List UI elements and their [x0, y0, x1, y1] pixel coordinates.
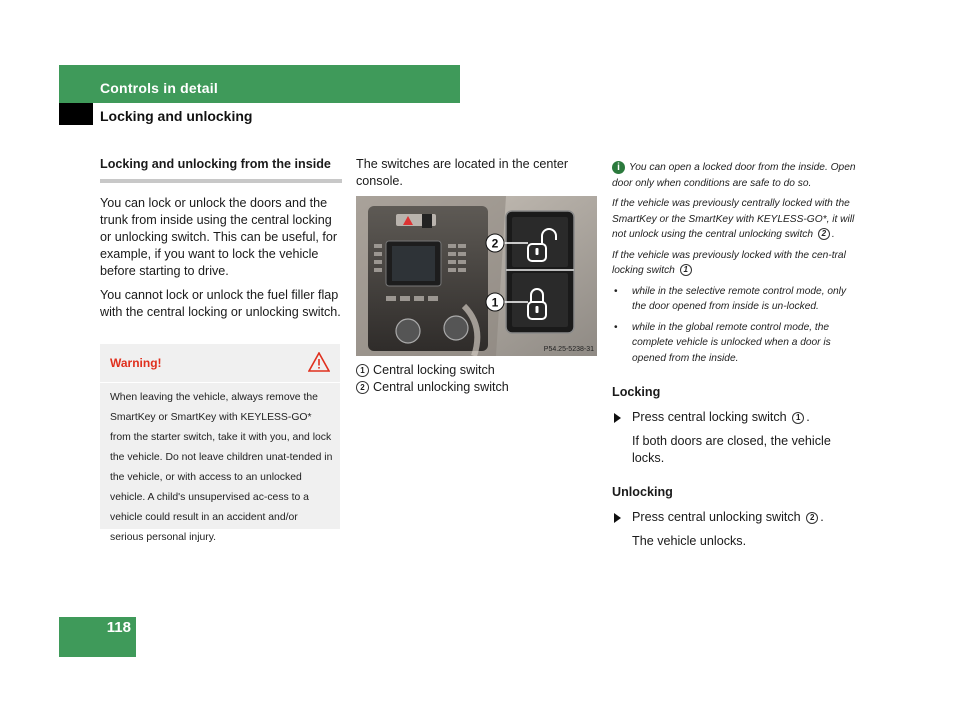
- middle-column: [356, 156, 598, 190]
- subsection-title: Locking and unlocking: [100, 108, 253, 124]
- caption-text: Central unlocking switch: [373, 380, 509, 394]
- note-paragraph: [612, 196, 857, 243]
- step-text: Press central unlocking switch: [632, 510, 801, 524]
- locking-heading: Locking: [612, 385, 661, 399]
- step-text: Press central locking switch: [632, 410, 787, 424]
- step-result: If both doors are closed, the vehicle locks.: [632, 434, 831, 465]
- warning-text: When leaving the vehicle, always remove the SmartKey or SmartKey with KEYLESS-GO* from the starter switch, take it with you, and lock the vehicle. Do not leave children unat-tended in the vehicle, or with access to an unlocked vehicle. A child's unsupervised ac-cess to a vehicle could result in an accident and/or serious personal injury.: [110, 392, 333, 543]
- callout-1-label: 1: [491, 295, 499, 310]
- warning-title: Warning!: [110, 356, 162, 370]
- callout-number: 2: [356, 381, 369, 394]
- section-title: Controls in detail: [100, 80, 218, 96]
- body-paragraph: You cannot lock or unlock the fuel filler flap with the central locking or unlocking switch.: [100, 288, 341, 319]
- unlocking-section: [612, 484, 857, 550]
- instruction-step: [612, 409, 857, 426]
- note-text: You can open a locked door from the inside. Open door only when conditions are safe to do so.: [612, 162, 856, 189]
- right-column: [612, 160, 857, 550]
- note-paragraph: [612, 248, 857, 279]
- locking-section: [612, 384, 857, 467]
- step-text: .: [820, 510, 824, 524]
- note-text: .: [831, 229, 835, 240]
- callout-2-label: 2: [491, 236, 499, 251]
- section-heading: Locking and unlocking from the inside: [100, 156, 342, 183]
- callout-number: 1: [680, 264, 692, 276]
- warning-triangle-icon: [308, 352, 330, 372]
- note-paragraph: [612, 160, 857, 191]
- step-result: The vehicle unlocks.: [632, 534, 747, 548]
- note-text: If the vehicle was previously centrally locked with the SmartKey or the SmartKey with KEYLESS-GO*, it will not unlock using the central unlocking switch: [612, 198, 855, 240]
- intro-text: The switches are located in the center console.: [356, 157, 569, 188]
- step-text: .: [806, 410, 810, 424]
- caption-text: Central locking switch: [373, 363, 495, 377]
- callout-number: 2: [806, 512, 818, 524]
- unlocking-heading: Unlocking: [612, 485, 673, 499]
- caption-item: [356, 362, 598, 379]
- note-bullet: • while in the global remote control mode, the complete vehicle is unlocked when a door is opened from the inside.: [612, 320, 857, 367]
- note-text: If the vehicle was previously locked with the cen-tral locking switch: [612, 249, 846, 276]
- step-arrow-icon: [614, 413, 621, 423]
- page-number: 118: [106, 619, 131, 636]
- divider: [100, 382, 340, 383]
- callout-number: 2: [818, 228, 830, 240]
- callout-number: 1: [792, 412, 804, 424]
- header-marker: [59, 103, 93, 125]
- left-column: [100, 156, 342, 321]
- center-console-illustration: [356, 196, 597, 356]
- photo-reference: P54.25-5238-31: [543, 346, 594, 353]
- caption-item: [356, 379, 598, 396]
- body-paragraph: You can lock or unlock the doors and the trunk from inside using the central locking or unlocking switch. This can be useful, for example, if you want to lock the vehicle before starting to drive.: [100, 196, 338, 278]
- note-bullet: • while in the selective remote control mode, only the door opened from inside is un-locked.: [612, 284, 857, 315]
- warning-box: [100, 344, 340, 543]
- instruction-step: [612, 509, 857, 526]
- caption-list: [356, 362, 598, 396]
- info-icon: i: [612, 161, 625, 174]
- console-photo: [356, 196, 597, 356]
- info-note: [612, 160, 857, 366]
- step-arrow-icon: [614, 513, 621, 523]
- callout-number: 1: [356, 364, 369, 377]
